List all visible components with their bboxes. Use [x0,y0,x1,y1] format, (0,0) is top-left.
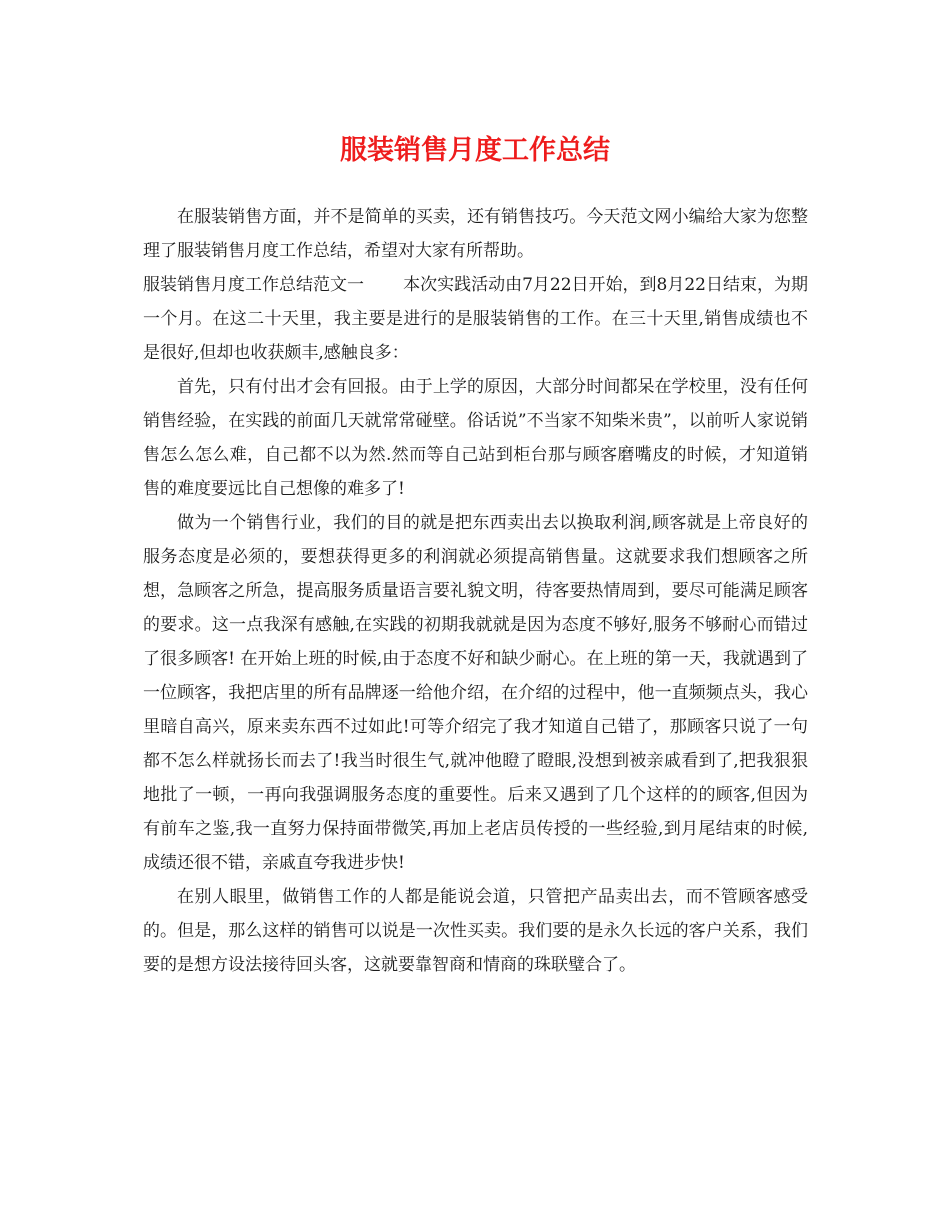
section-first-text: 本次实践活动由7月22日开始，到8月22日结束，为期一个月。在这二十天里，我主要是进行的是服装销售的工作。在三十天里,销售成绩也不是很好,但却也收获颇丰,感触良多： [143,275,808,363]
body-paragraph-2: 做为一个销售行业，我们的目的就是把东西卖出去以换取利润,顾客就是上帝良好的服务态度是必须的，要想获得更多的利润就必须提高销售量。这就要求我们想顾客之所想，急顾客之所急，提高服务质量语言要礼貌文明，待客要热情周到，要尽可能满足顾客的要求。这一点我深有感触,在实践的初期我就就是因为态度不够好,服务不够耐心而错过了很多顾客! 在开始上班的时候,由于态度不好和缺少耐心。在上班的第一天，我就遇到了一位顾客，我把店里的所有品牌逐一给他介绍，在介绍的过程中，他一直频频点头，我心里暗自高兴，原来卖东西不过如此!可等介绍完了我才知道自己错了，那顾客只说了一句都不怎么样就扬长而去了!我当时很生气,就冲他瞪了瞪眼,没想到被亲戚看到了,把我狠狠地批了一顿，一再向我强调服务态度的重要性。后来又遇到了几个这样的的顾客,但因为有前车之鉴,我一直努力保持面带微笑,再加上老店员传授的一些经验,到月尾结束的时候,成绩还很不错，亲戚直夸我进步快! [143,513,808,873]
document-body [143,200,808,982]
body-paragraph-1: 首先，只有付出才会有回报。由于上学的原因，大部分时间都呆在学校里，没有任何销售经验，在实践的前面几天就常常碰壁。俗话说”不当家不知柴米贵”，以前听人家说销售怎么怎么难，自己都不以为然.然而等自己站到柜台那与顾客磨嘴皮的时候，才知道销售的难度要远比自己想像的难多了! [143,377,808,499]
intro-paragraph: 在服装销售方面，并不是简单的买卖，还有销售技巧。今天范文网小编给大家为您整理了服装销售月度工作总结，希望对大家有所帮助。 [143,207,808,261]
document-title: 服装销售月度工作总结 [340,135,610,166]
body-paragraph-3: 在别人眼里，做销售工作的人都是能说会道，只管把产品卖出去，而不管顾客感受的。但是，那么这样的销售可以说是一次性买卖。我们要的是永久长远的客户关系，我们要的是想方设法接待回头客，这就要靠智商和情商的珠联璧合了。 [143,887,808,975]
section-heading: 服装销售月度工作总结范文一 [143,275,364,295]
section-paragraph [143,268,808,370]
